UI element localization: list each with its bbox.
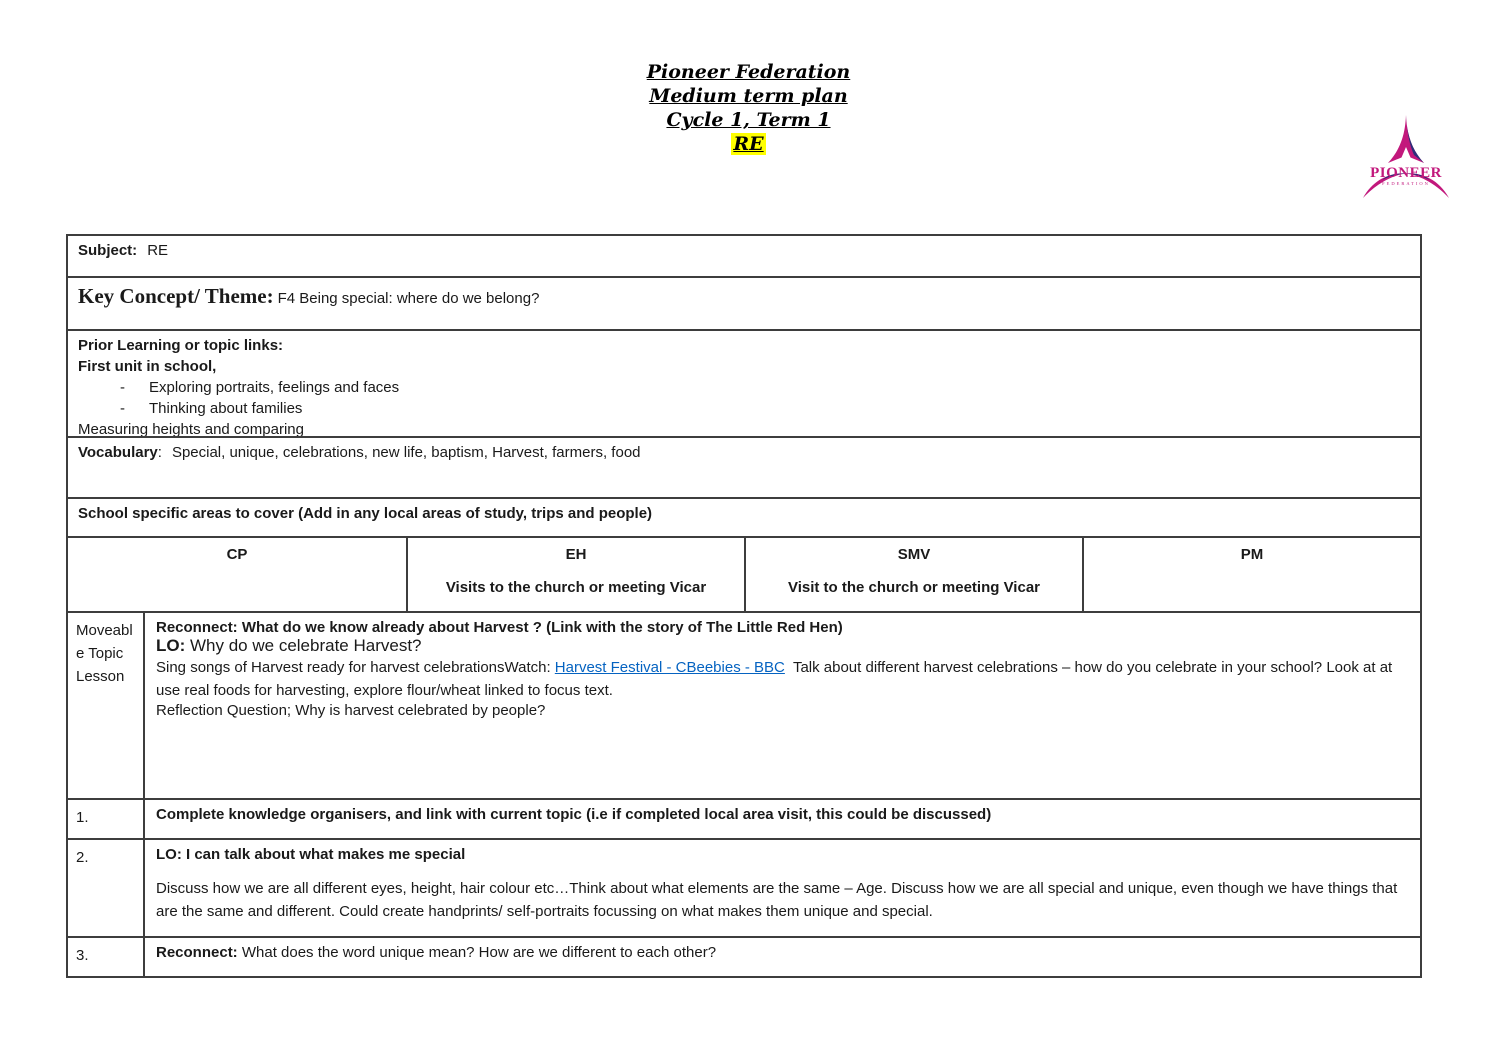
- lesson-number-cell: 2.: [68, 840, 145, 936]
- school-cell-pm: [1082, 538, 1420, 611]
- prior-learning-bullet-2-text: Thinking about families: [149, 400, 303, 417]
- prior-learning-row: [68, 331, 1420, 438]
- logo-name-text: PIONEER: [1370, 165, 1442, 181]
- title-line-3: Cycle 1, Term 1: [666, 109, 831, 131]
- school-specific-title: School specific areas to cover (Add in any local areas of study, trips and people): [78, 505, 653, 522]
- school-columns-row: [68, 538, 1420, 613]
- logo-spire-shape: [1388, 115, 1424, 163]
- school-cell-smv: [744, 538, 1082, 611]
- lesson-number-cell: 1.: [68, 800, 145, 838]
- prior-learning-bullet-2: [120, 398, 1410, 419]
- harvest-festival-link[interactable]: Harvest Festival - CBeebies - BBC: [554, 659, 785, 676]
- vocabulary-colon: :: [157, 444, 162, 461]
- subject-label: Subject:: [78, 242, 138, 259]
- key-concept-row: [68, 278, 1420, 331]
- lesson-3-line: [156, 944, 1409, 961]
- document-title: [0, 60, 1497, 156]
- lesson-2-content: [145, 840, 1420, 936]
- lesson-2-body: Discuss how we are all different eyes, height, hair colour etc…Think about what elements are the same – Age. Discuss how we are all special and unique, even though we have things that are the same and different. Could create handprints/ self-portraits focussing on what makes them unique and special.: [156, 880, 1402, 920]
- logo-subtitle-text: FEDERATION: [1382, 181, 1430, 186]
- key-concept-label: Key Concept/ Theme:: [78, 284, 274, 308]
- bullet-dash-icon: -: [120, 400, 125, 417]
- prior-learning-line1: First unit in school,: [78, 358, 217, 375]
- prior-learning-bullet-1-text: Exploring portraits, feelings and faces: [149, 379, 400, 396]
- lesson-3-text: What does the word unique mean? How are we different to each other?: [237, 944, 717, 961]
- lesson-3-label: Reconnect:: [156, 944, 238, 961]
- prior-learning-line2: Measuring heights and comparing: [78, 421, 304, 438]
- vocabulary-label: Vocabulary: [78, 444, 158, 461]
- title-line-1: Pioneer Federation: [646, 61, 851, 83]
- school-specific-row: [68, 499, 1420, 538]
- lesson-3-content: [145, 938, 1420, 976]
- lesson-2-title: LO: I can talk about what makes me special: [156, 846, 466, 863]
- lesson-1-row: [68, 800, 1420, 840]
- lesson-id-cell: Moveable Topic Lesson: [68, 613, 145, 798]
- key-concept-value: F4 Being special: where do we belong?: [277, 290, 540, 307]
- lo-label: LO:: [156, 636, 186, 655]
- school-code-eh: EH: [565, 546, 587, 563]
- school-code-cp: CP: [226, 546, 248, 563]
- activity-after-link: Talk about different harvest celebrations – how do you celebrate in your school? Look at at use real foods for harvesting, explore flour/wheat linked to focus text.: [156, 659, 1397, 699]
- school-note-smv: Visit to the church or meeting Vicar: [787, 579, 1040, 596]
- activity-before-link: Sing songs of Harvest ready for harvest celebrationsWatch:: [156, 659, 555, 676]
- lesson-2-row: [68, 840, 1420, 938]
- lo-text: Why do we celebrate Harvest?: [185, 636, 422, 655]
- title-subject-highlight: RE: [733, 133, 764, 155]
- bullet-dash-icon: -: [120, 379, 125, 396]
- prior-learning-bullet-1: [120, 377, 1410, 398]
- moveable-reconnect-text: Reconnect: What do we know already about Harvest ? (Link with the story of The Little Red Hen): [156, 619, 843, 636]
- moveable-reflection-text: Reflection Question; Why is harvest celebrated by people?: [156, 702, 546, 719]
- lesson-1-content: [145, 800, 1420, 838]
- moveable-lesson-content: [145, 613, 1420, 798]
- subject-value: RE: [147, 242, 169, 259]
- lesson-3-row: [68, 938, 1420, 976]
- pioneer-federation-logo: [1358, 110, 1454, 206]
- subject-row: [68, 236, 1420, 278]
- vocabulary-value: Special, unique, celebrations, new life, baptism, Harvest, farmers, food: [171, 444, 641, 461]
- title-line-2: Medium term plan: [649, 85, 848, 107]
- school-code-smv: SMV: [897, 546, 931, 563]
- moveable-topic-lesson-row: [68, 613, 1420, 800]
- school-code-pm: PM: [1240, 546, 1264, 563]
- school-cell-cp: [68, 538, 406, 611]
- lesson-number-cell: 3.: [68, 938, 145, 976]
- prior-learning-title: Prior Learning or topic links:: [78, 337, 284, 354]
- school-cell-eh: [406, 538, 744, 611]
- medium-term-plan-table: [66, 234, 1422, 978]
- moveable-activity-text: [156, 656, 1409, 702]
- school-note-eh: Visits to the church or meeting Vicar: [445, 579, 707, 596]
- vocabulary-row: [68, 438, 1420, 499]
- lesson-1-text: Complete knowledge organisers, and link with current topic (i.e if completed local area visit, this could be discussed): [156, 806, 992, 823]
- moveable-lo-line: [156, 636, 1409, 656]
